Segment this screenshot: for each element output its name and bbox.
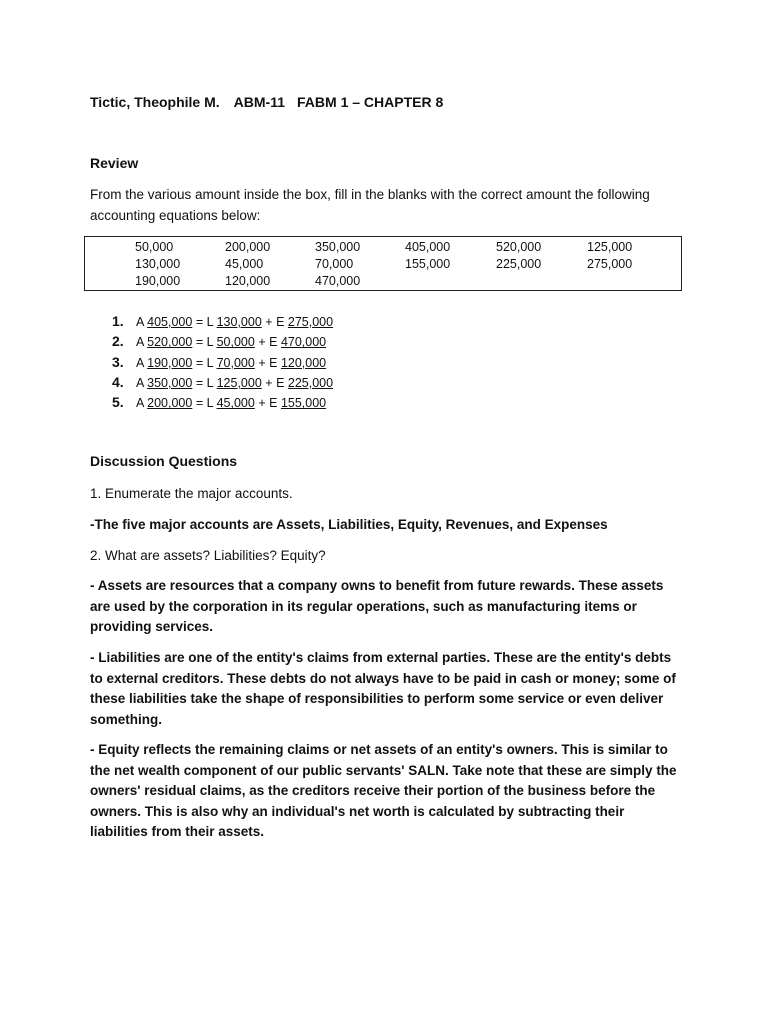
answer-1: -The five major accounts are Assets, Liabilities, Equity, Revenues, and Expenses	[90, 517, 608, 532]
liabilities-answer: 125,000	[216, 375, 262, 390]
equation-number: 2.	[112, 333, 124, 350]
assets-answer: 350,000	[147, 375, 193, 390]
box-value: 190,000	[135, 274, 181, 288]
assets-answer: 405,000	[147, 315, 193, 329]
question-1: 1. Enumerate the major accounts.	[90, 486, 293, 501]
review-instructions: From the various amount inside the box, fill in the blanks with the correct amount the following accounting equations below:	[90, 187, 650, 223]
plus-sign: +	[258, 396, 266, 411]
equity-label: E	[269, 396, 278, 411]
liabilities-answer: 50,000	[216, 335, 255, 350]
equity-label: E	[276, 315, 285, 329]
box-value: 275,000	[587, 257, 633, 271]
liabilities-answer: 130,000	[216, 315, 262, 329]
assets-label: A	[136, 355, 144, 370]
equation-number: 1.	[112, 313, 124, 329]
subject-title: FABM 1 – CHAPTER 8	[297, 94, 444, 110]
assets-label: A	[136, 335, 144, 350]
equity-label: E	[276, 375, 285, 390]
box-value: 225,000	[496, 257, 542, 271]
box-value: 50,000	[135, 240, 174, 254]
equals-sign: =	[195, 355, 204, 370]
equation-item	[112, 331, 333, 351]
document-header	[90, 94, 443, 110]
box-value: 120,000	[225, 274, 271, 288]
plus-sign: +	[265, 315, 273, 329]
assets-label: A	[136, 375, 144, 390]
answer-assets: - Assets are resources that a company owns to benefit from future rewards. These assets are used by the corporation in its regular operations, such as manufacturing items or providing services.	[90, 578, 664, 634]
equation-item	[112, 352, 333, 372]
box-value: 155,000	[405, 257, 451, 271]
equals-sign: =	[195, 315, 204, 329]
plus-sign: +	[265, 375, 273, 390]
answer-liabilities: - Liabilities are one of the entity's claims from external parties. These are the entity's debts to external creditors. These debts do not always have to be paid in cash or money; some of these liabilities take the shape of responsibilities to perform some service or even deliver something.	[90, 650, 676, 727]
equity-answer: 155,000	[280, 396, 327, 411]
liabilities-label: L	[206, 355, 214, 370]
liabilities-label: L	[206, 335, 214, 350]
equation-item	[112, 372, 333, 392]
equity-answer: 120,000	[280, 355, 327, 370]
box-value: 520,000	[496, 240, 542, 254]
assets-answer: 190,000	[147, 355, 193, 370]
equation-item	[112, 311, 333, 331]
discussion-heading: Discussion Questions	[90, 453, 238, 469]
equation-number: 3.	[112, 353, 124, 370]
answer-equity: - Equity reflects the remaining claims or net assets of an entity's owners. This is similar to the net wealth component of our public servants' SALN. Take note that these are simply the owners' residual claims, as the creditors receive their portion of the business before the owners. This is also why an individual's net worth is calculated by subtracting their liabilities from their assets.	[90, 742, 677, 839]
box-value: 350,000	[315, 240, 361, 254]
review-heading: Review	[90, 155, 139, 171]
equation-item	[112, 392, 333, 412]
question-2: 2. What are assets? Liabilities? Equity?	[90, 548, 326, 563]
plus-sign: +	[258, 335, 266, 350]
equity-answer: 275,000	[287, 315, 334, 329]
assets-answer: 520,000	[147, 335, 193, 350]
liabilities-label: L	[206, 375, 214, 390]
equity-answer: 225,000	[287, 375, 334, 390]
student-name: Tictic, Theophile M.	[90, 94, 220, 110]
box-value: 405,000	[405, 240, 451, 254]
liabilities-answer: 45,000	[216, 396, 255, 411]
box-value: 200,000	[225, 240, 271, 254]
equation-number: 4.	[112, 373, 124, 390]
assets-label: A	[136, 396, 144, 411]
equals-sign: =	[195, 335, 204, 350]
assets-label: A	[136, 315, 144, 329]
equity-answer: 470,000	[280, 335, 327, 350]
equity-label: E	[269, 355, 278, 370]
assets-answer: 200,000	[147, 396, 193, 411]
liabilities-answer: 70,000	[216, 355, 255, 370]
liabilities-label: L	[206, 315, 214, 329]
plus-sign: +	[258, 355, 266, 370]
box-value: 130,000	[135, 257, 181, 271]
box-value: 45,000	[225, 257, 264, 271]
equation-number: 5.	[112, 394, 124, 411]
equity-label: E	[269, 335, 278, 350]
equation-list	[112, 311, 333, 412]
document-page	[90, 0, 690, 1024]
amounts-box	[84, 236, 682, 291]
equals-sign: =	[195, 375, 204, 390]
box-value: 125,000	[587, 240, 633, 254]
equals-sign: =	[195, 396, 204, 411]
liabilities-label: L	[206, 396, 214, 411]
box-value: 470,000	[315, 274, 361, 288]
box-value: 70,000	[315, 257, 354, 271]
student-section: ABM-11	[233, 94, 286, 110]
